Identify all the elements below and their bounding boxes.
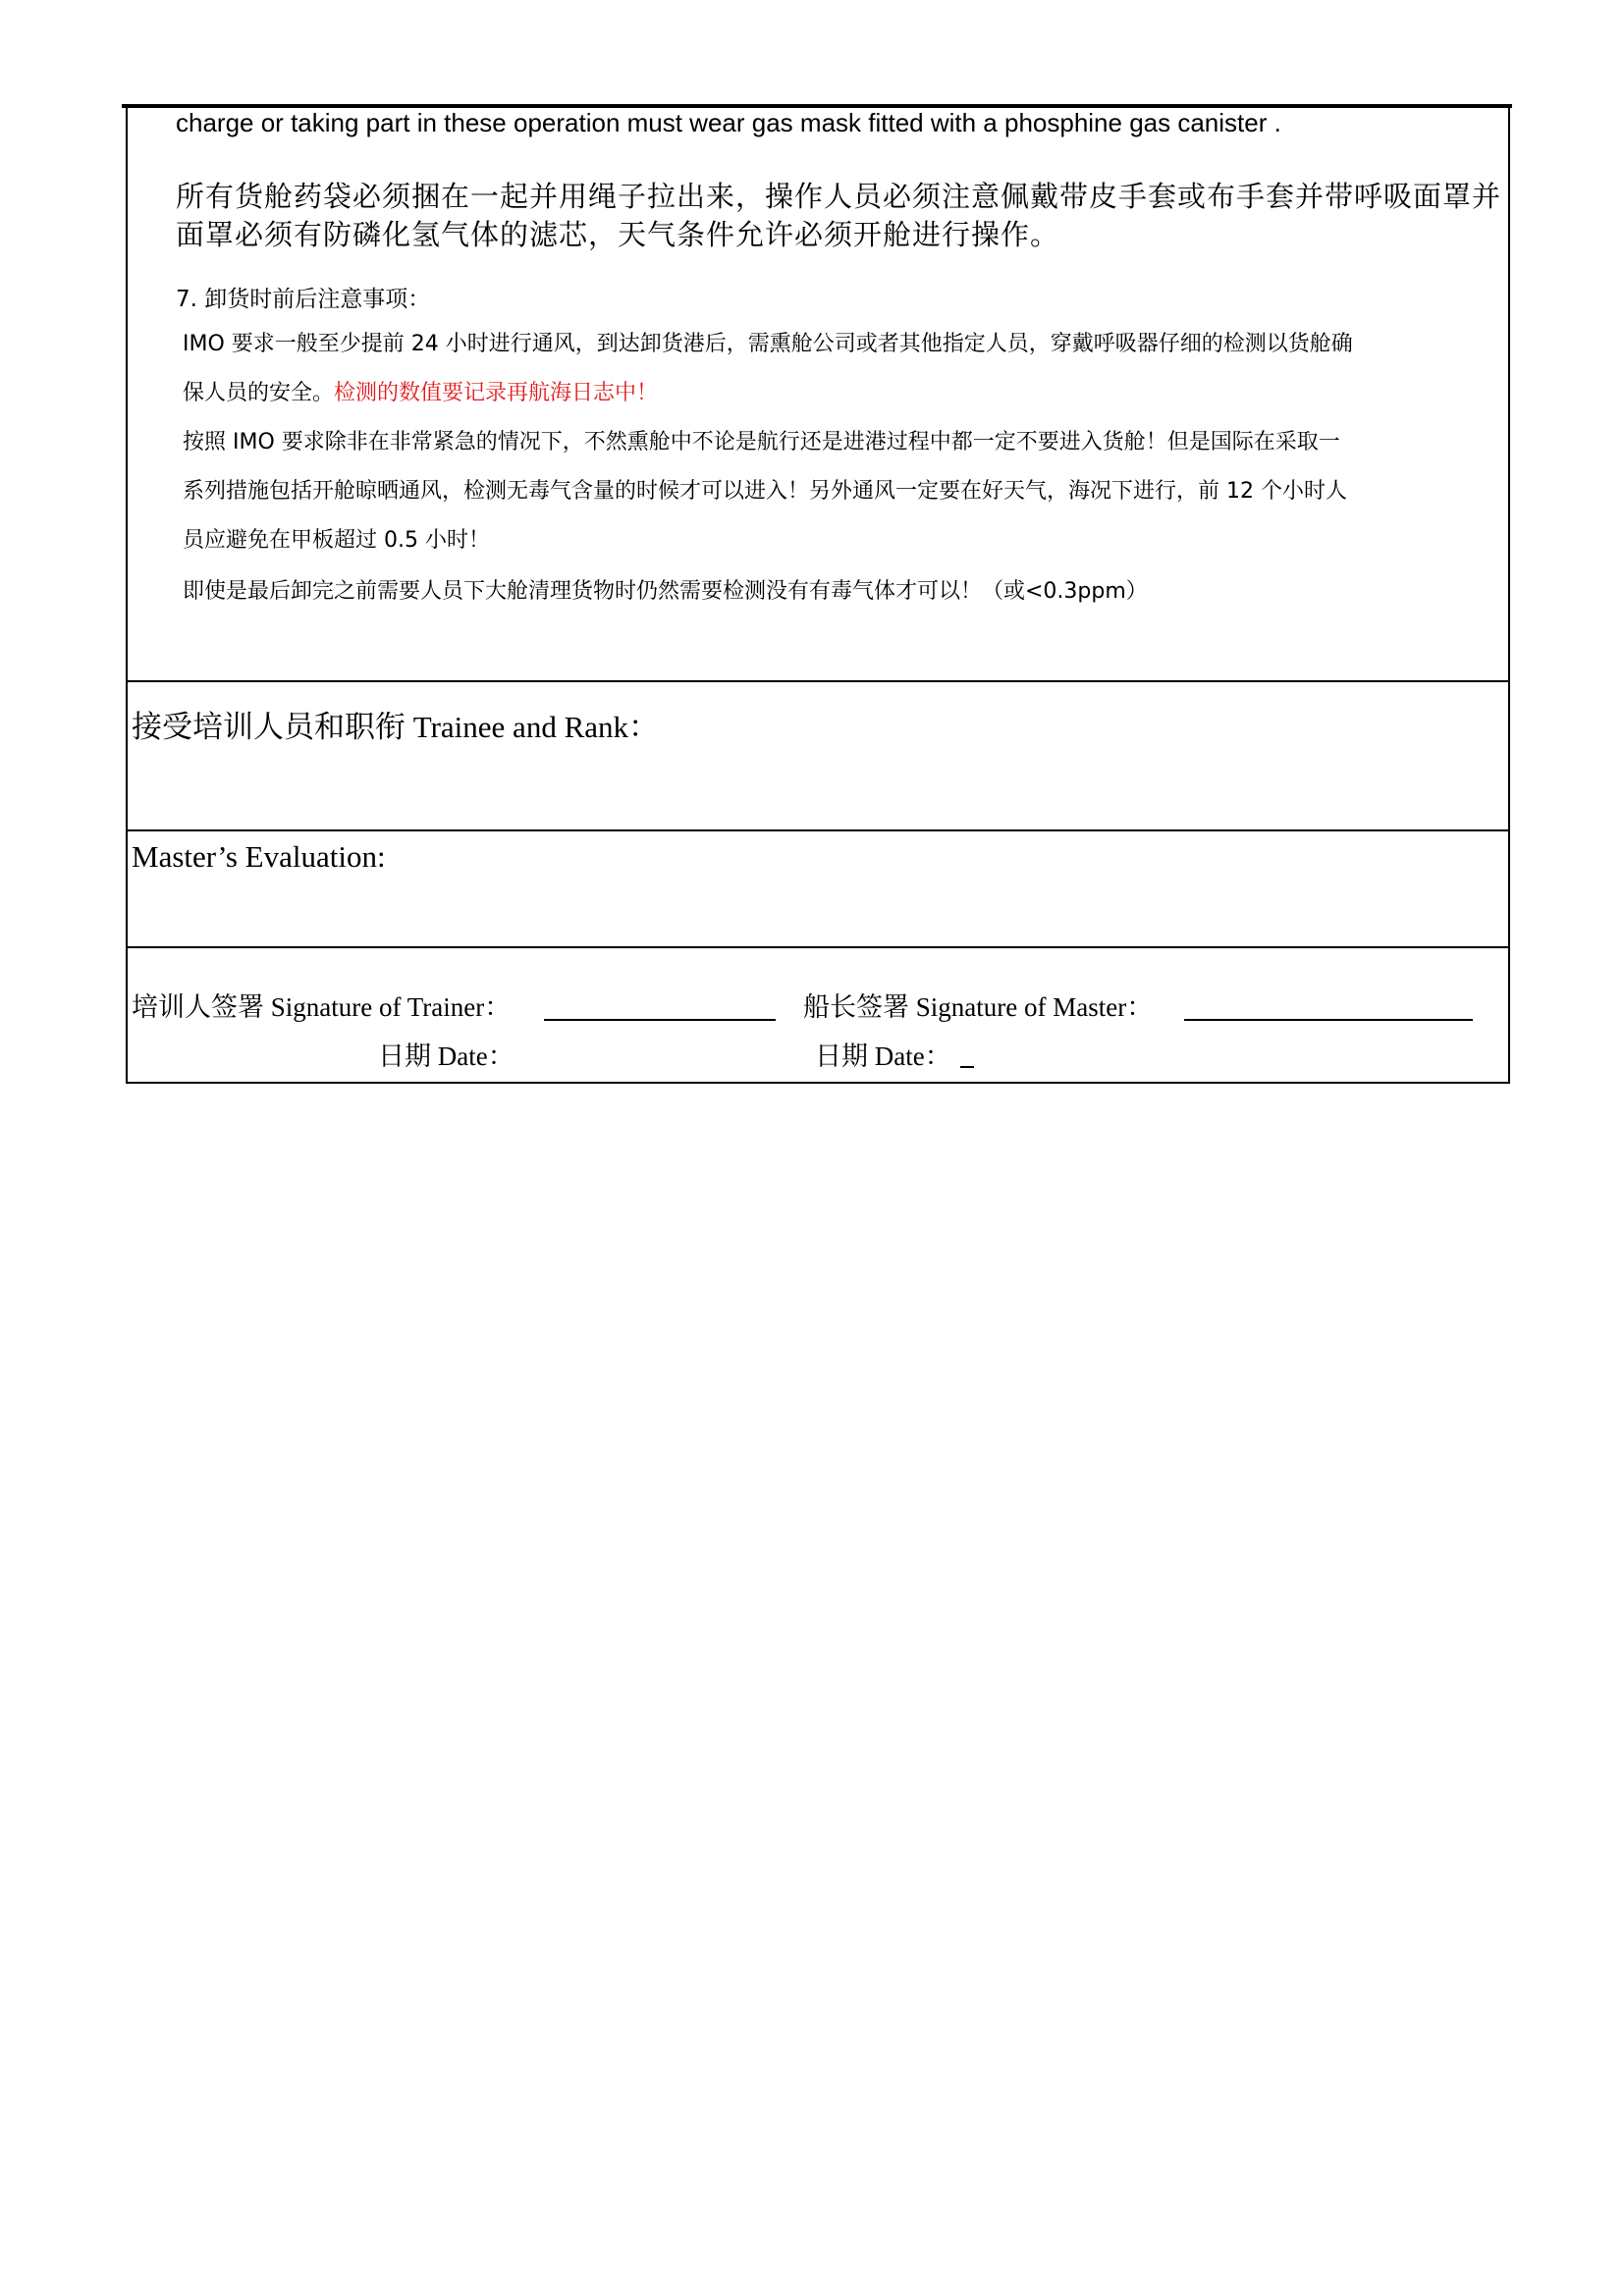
item-7-line-6: 即使是最后卸完之前需要人员下大舱清理货物时仍然需要检测没有有毒气体才可以！（或<0.3ppm） <box>183 579 1148 604</box>
signature-section <box>128 948 1508 1082</box>
master-date-line[interactable] <box>960 1066 974 1068</box>
trainer-signature-line[interactable] <box>544 1019 776 1021</box>
instructions-section <box>128 106 1508 682</box>
trainee-and-rank-label: 接受培训人员和职衔 Trainee and Rank： <box>132 710 660 744</box>
training-record-form <box>126 106 1510 1084</box>
item-7-line-2 <box>183 376 658 406</box>
item-7-line-1: IMO 要求一般至少提前 24 小时进行通风，到达卸货港后，需熏舱公司或者其他指定人员，穿戴呼吸器仔细的检测以货舱确 <box>183 332 1353 356</box>
logbook-record-warning: 检测的数值要记录再航海日志中！ <box>334 381 659 405</box>
master-signature-line[interactable] <box>1184 1019 1473 1021</box>
item-7-title: 7. 卸货时前后注意事项： <box>176 287 431 312</box>
cargo-bags-paragraph-line-2: 面罩必须有防磷化氢气体的滤芯，天气条件允许必须开舱进行操作。 <box>176 218 1060 251</box>
item-7-line-5: 员应避免在甲板超过 0.5 小时！ <box>183 528 490 553</box>
gas-mask-english-line: charge or taking part in these operation must wear gas mask fitted with a phosphine gas canister . <box>176 108 1281 137</box>
master-evaluation-label: Master’s Evaluation: <box>132 839 386 874</box>
master-date-label: 日期 Date： <box>815 1041 951 1071</box>
cargo-bags-paragraph-line-1: 所有货舱药袋必须捆在一起并用绳子拉出来，操作人员必须注意佩戴带皮手套或布手套并带呼吸面罩并 <box>176 180 1502 213</box>
item-7-line-4: 系列措施包括开舱晾晒通风，检测无毒气含量的时候才可以进入！另外通风一定要在好天气，海况下进行，前 12 个小时人 <box>183 479 1347 504</box>
item-7-line-3: 按照 IMO 要求除非在非常紧急的情况下，不然熏舱中不论是航行还是进港过程中都一定不要进入货舱！但是国际在采取一 <box>183 430 1340 454</box>
master-evaluation-section <box>128 831 1508 948</box>
master-signature-label: 船长签署 Signature of Master： <box>803 992 1154 1022</box>
trainer-date-label: 日期 Date： <box>378 1041 514 1071</box>
item-7-line-2-text: 保人员的安全。 <box>183 381 335 405</box>
trainer-signature-label: 培训人签署 Signature of Trainer： <box>132 992 512 1022</box>
trainee-section <box>128 682 1508 831</box>
